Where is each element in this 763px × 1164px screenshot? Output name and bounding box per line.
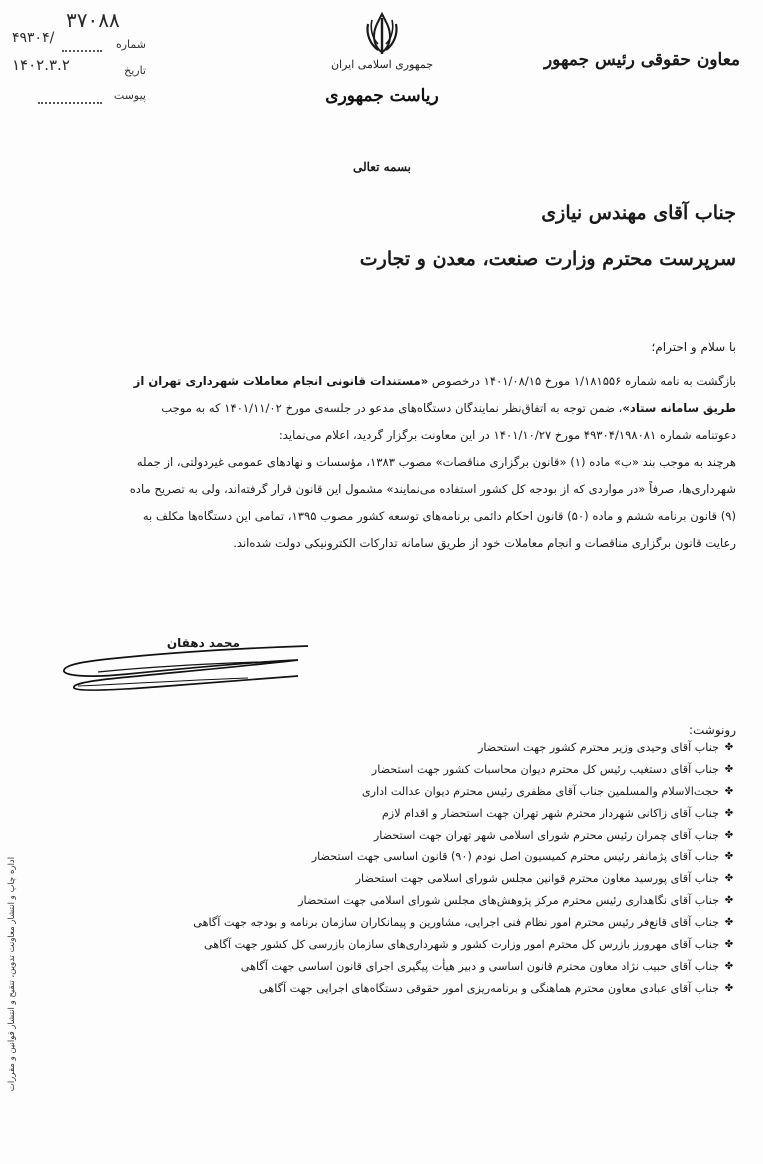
handwritten-signature: [58, 628, 318, 698]
paragraph-ruling: [44, 449, 736, 557]
bullet-icon: ✤: [724, 763, 734, 775]
cc-item: ✤ جناب آقای پورسید معاون محترم قوانین مجلس شورای اسلامی جهت استحضار: [44, 868, 736, 890]
cc-item: ✤ حجت‌الاسلام والمسلمین جناب آقای مظفری رئیس محترم دیوان عدالت اداری: [44, 781, 736, 803]
cc-section: [44, 737, 736, 1000]
bullet-icon: ✤: [724, 785, 734, 797]
cc-item: ✤ جناب آقای پژمانفر رئیس محترم کمیسیون اصل نودم (۹۰) قانون اساسی جهت استحضار: [44, 846, 736, 868]
subject-highlight: «مستندات قانونی انجام معاملات شهرداری تهران از: [133, 374, 429, 388]
para1-line3: دعوتنامه شماره ۴۹۳۰۴/۱۹۸۰۸۱ مورخ ۱۴۰۱/۱۰/۲۷ در این معاونت برگزار گردید، اعلام می‌نماید:: [278, 428, 736, 442]
cc-list: [44, 737, 736, 1000]
para2-line: هرچند به موجب بند «ب» ماده (۱) «قانون برگزاری مناقصات» مصوب ۱۳۸۳، مؤسسات و نهادهای عمومی غیردولتی، از جمله: [136, 455, 736, 469]
side-publisher-note: اداره چاپ و انتشار معاونت تدوین، تنقیح و انتشار قوانین و مقررات: [7, 856, 17, 1092]
letter-ref-code: ۴۹۳۰۴/: [12, 30, 55, 46]
para2-line: (۹) قانون برنامه ششم و ماده (۵۰) قانون احکام دائمی برنامه‌های توسعه کشور مصوب ۱۳۹۵، تمامی این دستگاه‌ها مکلف به: [142, 509, 736, 523]
bullet-icon: ✤: [724, 982, 734, 994]
cc-title: رونوشت:: [688, 723, 736, 737]
bullet-icon: ✤: [724, 939, 734, 951]
cc-item: ✤ جناب آقای دستغیب رئیس کل محترم دیوان محاسبات کشور جهت استحضار: [44, 759, 736, 781]
label-number: شماره: [115, 38, 146, 51]
letter-number: ۳۷۰۸۸: [66, 8, 120, 32]
bullet-icon: ✤: [724, 851, 734, 863]
greeting: با سلام و احترام؛: [651, 340, 736, 354]
cc-item: ✤ جناب آقای زاکانی شهردار محترم شهر تهران جهت استحضار و اقدام لازم: [44, 803, 736, 825]
iran-emblem-icon: [360, 10, 404, 56]
cc-item: ✤ جناب آقای حبیب نژاد معاون محترم قانون اساسی و دبیر هیأت پیگیری اجرای قانون اساسی جهت آگاهی: [44, 956, 736, 978]
bullet-icon: ✤: [724, 960, 734, 972]
cc-item: ✤ جناب آقای مهرورز بازرس کل محترم امور وزارت کشور و شهرداری‌های سازمان بازرسی کل کشور جهت آگاهی: [44, 934, 736, 956]
cc-item: ✤ جناب آقای چمران رئیس محترم شورای اسلامی شهر تهران جهت استحضار: [44, 825, 736, 847]
bismillah: بسمه تعالی: [352, 160, 412, 174]
cc-item: ✤ جناب آقای عبادی معاون محترم هماهنگی و برنامه‌ریزی امور حقوقی دستگاه‌های اجرایی جهت آگاهی: [44, 978, 736, 1000]
bullet-icon: ✤: [724, 917, 734, 929]
para2-line: شهرداری‌ها، صرفاً «در مواردی که از بودجه کل کشور استفاده می‌نمایند» مشمول این قانون قرار گرفته‌اند، ولی به تصریح ماده: [129, 482, 736, 496]
letter-date: ۱۴۰۲.۳.۲: [12, 56, 70, 74]
signatory-name: محمد دهقان: [166, 636, 240, 650]
addressee-position: سرپرست محترم وزارت صنعت، معدن و تجارت: [359, 248, 736, 270]
republic-title: جمهوری اسلامی ایران: [330, 58, 434, 71]
number-dotted-line: [62, 50, 102, 52]
bullet-icon: ✤: [724, 829, 734, 841]
para1-line2: طریق سامانه ستاد»، ضمن توجه به اتفاق‌نظر نمایندگان دستگاه‌های مدعو در جلسه‌ی مورخ ۱۴۰۱/۱۱/۰۲ که به موجب: [161, 401, 736, 415]
para1-line1: بازگشت به نامه شماره ۱/۱۸۱۵۵۶ مورخ ۱۴۰۱/۰۸/۱۵ درخصوص «مستندات قانونی انجام معاملات شهرداری تهران از: [133, 374, 736, 388]
bullet-icon: ✤: [724, 742, 734, 753]
para2-line: رعایت قانون برگزاری مناقصات و انجام معاملات خود از طریق سامانه تدارکات الکترونیکی دولت شده‌اند.: [233, 536, 736, 550]
paragraph-reference: [44, 368, 736, 449]
sender-title: معاون حقوقی رئیس جمهور: [543, 50, 740, 70]
bullet-icon: ✤: [724, 895, 734, 907]
label-attachment: پیوست: [113, 89, 146, 102]
label-date: تاریخ: [124, 64, 146, 77]
cc-item: ✤ جناب آقای نگاهداری رئیس محترم مرکز پژوهش‌های مجلس شورای اسلامی جهت استحضار: [44, 890, 736, 912]
addressee-name: جناب آقای مهندس نیازی: [541, 202, 736, 224]
subject-highlight-end: طریق سامانه ستاد»: [622, 401, 736, 415]
bullet-icon: ✤: [724, 807, 734, 819]
cc-item: ✤ جناب آقای وحیدی وزیر محترم کشور جهت استحضار: [44, 737, 736, 759]
cc-item: ✤ جناب آقای قانع‌فر رئیس محترم امور نظام فنی اجرایی، مشاورین و پیمانکاران سازمان برنامه و بودجه جهت آگاهی: [44, 912, 736, 934]
attachment-dotted-line: [38, 102, 102, 104]
bullet-icon: ✤: [724, 873, 734, 885]
presidency-title: ریاست جمهوری: [325, 86, 439, 106]
